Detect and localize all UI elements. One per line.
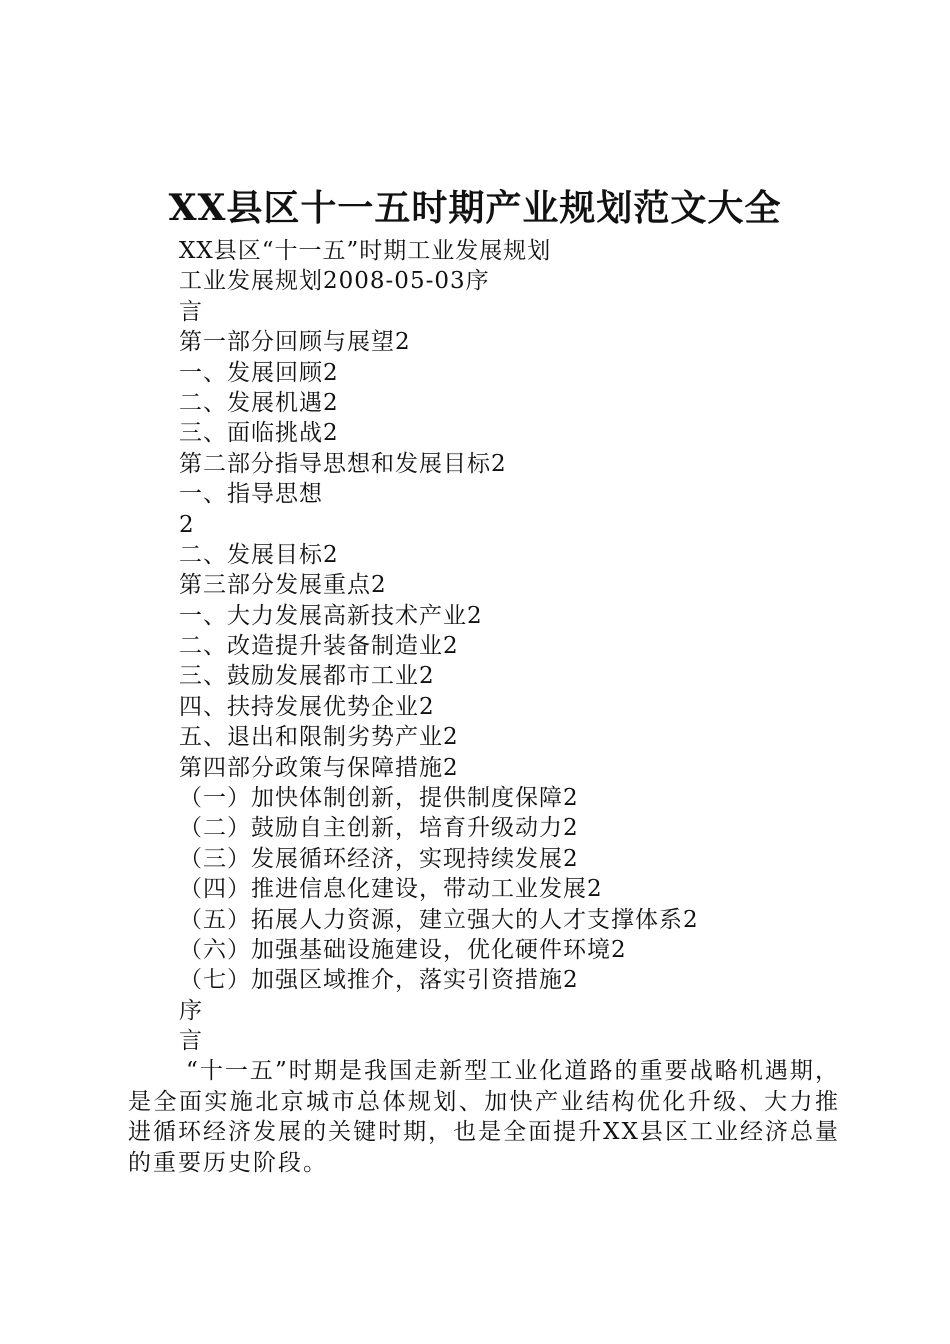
toc-line: （七）加强区域推介，落实引资措施2 [179,967,579,994]
table-of-contents [179,236,879,1057]
toc-line: 四、扶持发展优势企业2 [179,693,435,720]
toc-line: 工业发展规划2008-05-03序 [179,268,490,295]
toc-line: 一、大力发展高新技术产业2 [179,602,483,629]
toc-line: 三、面临挑战2 [179,420,339,447]
toc-line: 2 [179,511,195,538]
toc-line: 二、发展目标2 [179,541,339,568]
toc-line: 言 [179,1028,203,1055]
toc-line: （三）发展循环经济，实现持续发展2 [179,845,579,872]
toc-line: 一、发展回顾2 [179,359,339,386]
toc-line: 第四部分政策与保障措施2 [179,754,459,781]
toc-line: （六）加强基础设施建设，优化硬件环境2 [179,936,627,963]
toc-line: 序 [179,997,203,1024]
toc-line: XX县区“十一五”时期工业发展规划 [179,238,552,264]
toc-line: 言 [179,298,203,325]
toc-line: （一）加快体制创新，提供制度保障2 [179,785,579,812]
toc-line: 第三部分发展重点2 [179,572,387,599]
toc-line: （二）鼓励自主创新，培育升级动力2 [179,815,579,842]
toc-line: 二、改造提升装备制造业2 [179,633,459,660]
toc-line: 二、发展机遇2 [179,389,339,416]
toc-line: 三、鼓励发展都市工业2 [179,663,435,690]
document-title: XX县区十一五时期产业规划范文大全 [168,187,782,229]
toc-line: 一、指导思想 [179,481,323,508]
preface-paragraph: “十一五”时期是我国走新型工业化道路的重要战略机遇期，是全面实施北京城市总体规划、加快产业结构优化升级、大力推进循环经济发展的关键时期，也是全面提升XX县区工业经济总量的重要历史阶段。 [128,1058,840,1176]
toc-line: 五、退出和限制劣势产业2 [179,724,459,751]
toc-line: 第二部分指导思想和发展目标2 [179,450,507,477]
toc-line: 第一部分回顾与展望2 [179,329,411,356]
toc-line: （五）拓展人力资源，建立强大的人才支撑体系2 [179,906,699,933]
toc-line: （四）推进信息化建设，带动工业发展2 [179,876,603,903]
